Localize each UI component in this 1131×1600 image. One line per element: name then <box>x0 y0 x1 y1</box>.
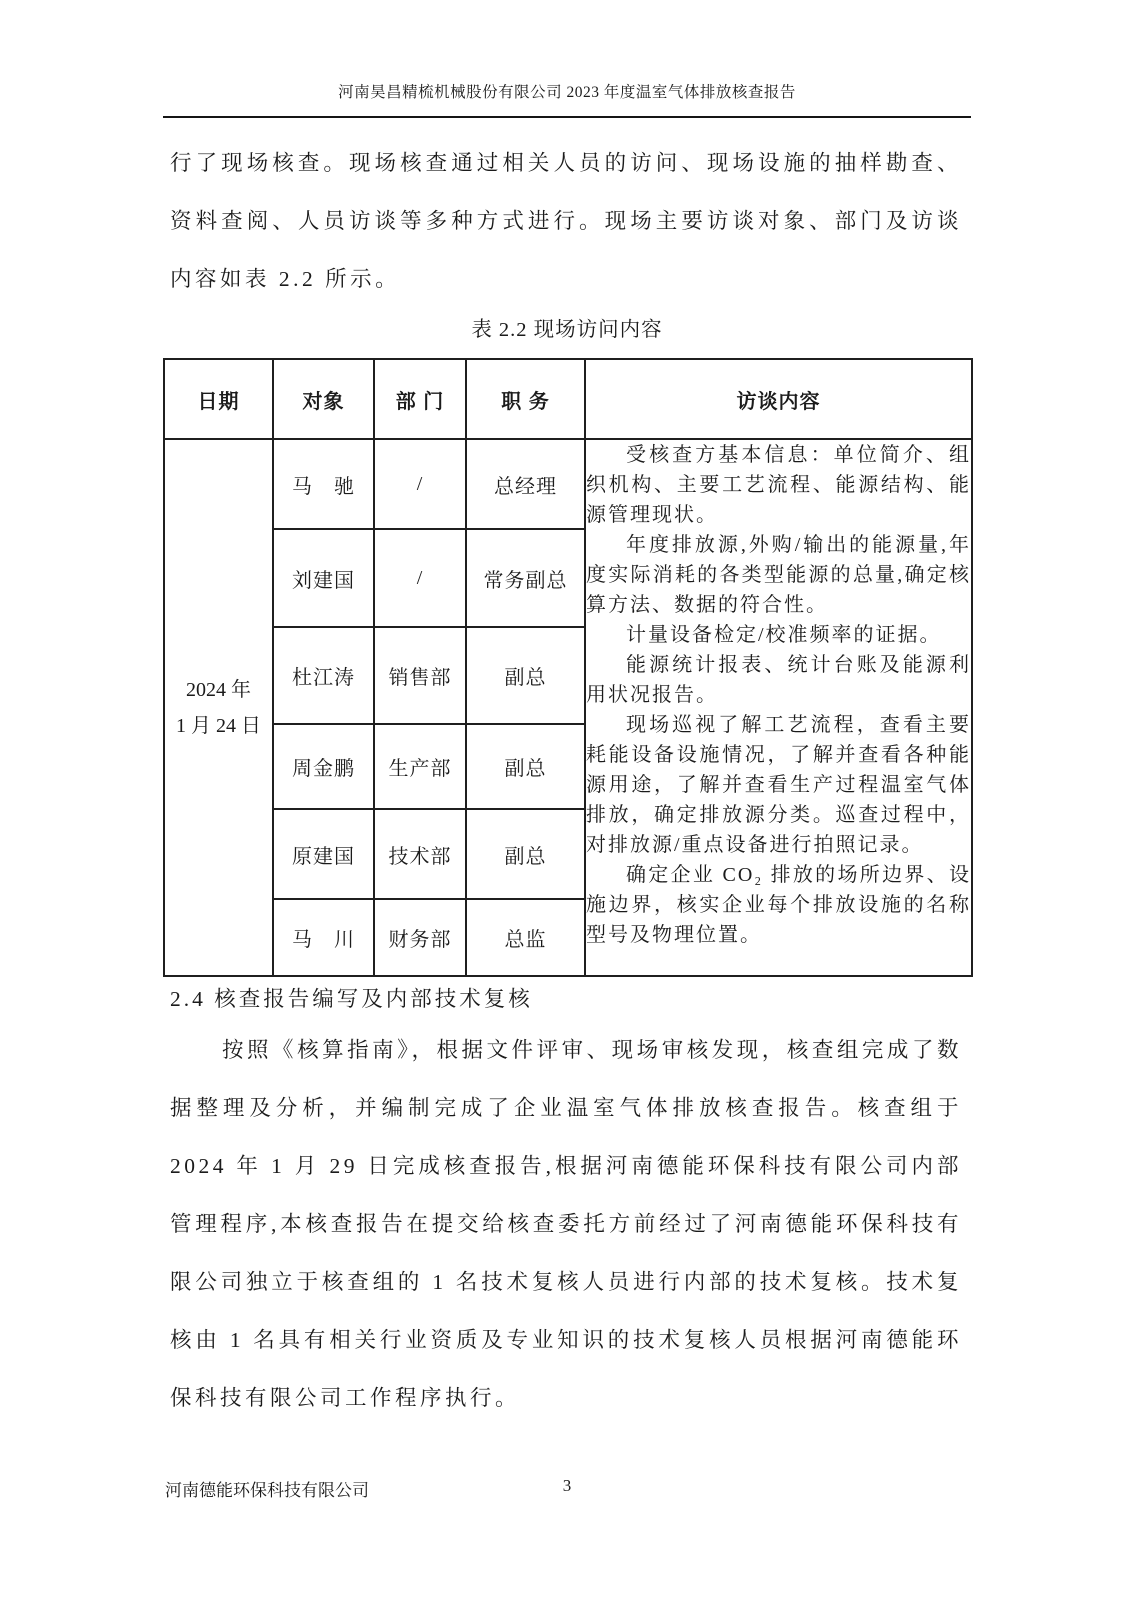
interviewee-name-cell: 马 驰 <box>273 439 374 529</box>
table-caption: 表 2.2 现场访问内容 <box>471 319 663 341</box>
department-cell: 销售部 <box>374 627 466 724</box>
header-rule <box>163 116 971 118</box>
intro-paragraph: 行了现场核查。现场核查通过相关人员的访问、现场设施的抽样勘查、资料查阅、人员访谈等多种方式进行。现场主要访谈对象、部门及访谈内容如表 2.2 所示。 <box>170 151 962 291</box>
section-paragraph: 按照《核算指南》，根据文件评审、现场审核发现，核查组完成了数据整理及分析，并编制完成了企业温室气体排放核查报告。核查组于 2024 年 1 月 29 日完成核查报告,根据河南德能环保科技有限公司内部管理程序,本核查报告在提交给核查委托方前经过了河南德能环保科技有限公司独立于核查组的 1 名技术复核人员进行内部的技术复核。技术复核由 1 名具有相关行业资质及专业知识的技术复核人员根据河南德能环保科技有限公司工作程序执行。 <box>170 1038 962 1410</box>
department-cell: 技术部 <box>374 809 466 899</box>
position-cell: 副总 <box>466 627 585 724</box>
position-cell: 总监 <box>466 899 585 976</box>
column-header-interviewee: 对象 <box>273 359 374 439</box>
interviewee-name-cell: 原建国 <box>273 809 374 899</box>
interview-paragraph: 计量设备检定/校准频率的证据。 <box>626 624 942 646</box>
column-header-date: 日期 <box>164 359 273 439</box>
interview-paragraph: 能源统计报表、统计台账及能源利用状况报告。 <box>586 654 971 706</box>
department-cell: 生产部 <box>374 724 466 809</box>
interviewee-name-cell: 周金鹏 <box>273 724 374 809</box>
column-header-position: 职 务 <box>466 359 585 439</box>
footer-company-name: 河南德能环保科技有限公司 <box>165 1481 369 1500</box>
table-row <box>164 439 972 529</box>
page-number: 3 <box>562 1476 572 1495</box>
position-cell: 总经理 <box>466 439 585 529</box>
interviewee-name-cell: 刘建国 <box>273 529 374 627</box>
department-cell: / <box>374 529 466 627</box>
site-visit-table <box>163 358 973 977</box>
interview-paragraph: 现场巡视了解工艺流程，查看主要耗能设备设施情况，了解并查看各种能源用途，了解并查看生产过程温室气体排放，确定排放源分类。巡查过程中，对排放源/重点设备进行拍照记录。 <box>586 714 971 856</box>
page-header-title: 河南昊昌精梳机械股份有限公司 2023 年度温室气体排放核查报告 <box>338 84 796 101</box>
interviewee-name-cell: 杜江涛 <box>273 627 374 724</box>
position-cell: 常务副总 <box>466 529 585 627</box>
date-line-2: 1 月 24 日 <box>176 714 261 737</box>
column-header-content: 访谈内容 <box>585 359 972 439</box>
department-cell: / <box>374 439 466 529</box>
position-cell: 副总 <box>466 809 585 899</box>
table-header-row <box>164 359 972 439</box>
interviewee-name-cell: 马 川 <box>273 899 374 976</box>
column-header-department: 部 门 <box>374 359 466 439</box>
interview-paragraph: 年度排放源,外购/输出的能源量,年度实际消耗的各类型能源的总量,确定核算方法、数据的符合性。 <box>586 534 971 616</box>
interview-content-cell <box>585 439 972 976</box>
position-cell: 副总 <box>466 724 585 809</box>
date-line-1: 2024 年 <box>186 678 251 701</box>
date-cell <box>164 439 273 976</box>
interview-paragraph: 确定企业 CO₂ 排放的场所边界、设施边界，核实企业每个排放设施的名称型号及物理位置。 <box>586 864 971 946</box>
department-cell: 财务部 <box>374 899 466 976</box>
interview-paragraph: 受核查方基本信息：单位简介、组织机构、主要工艺流程、能源结构、能源管理现状。 <box>586 444 971 526</box>
section-heading: 2.4 核查报告编写及内部技术复核 <box>170 987 533 1011</box>
